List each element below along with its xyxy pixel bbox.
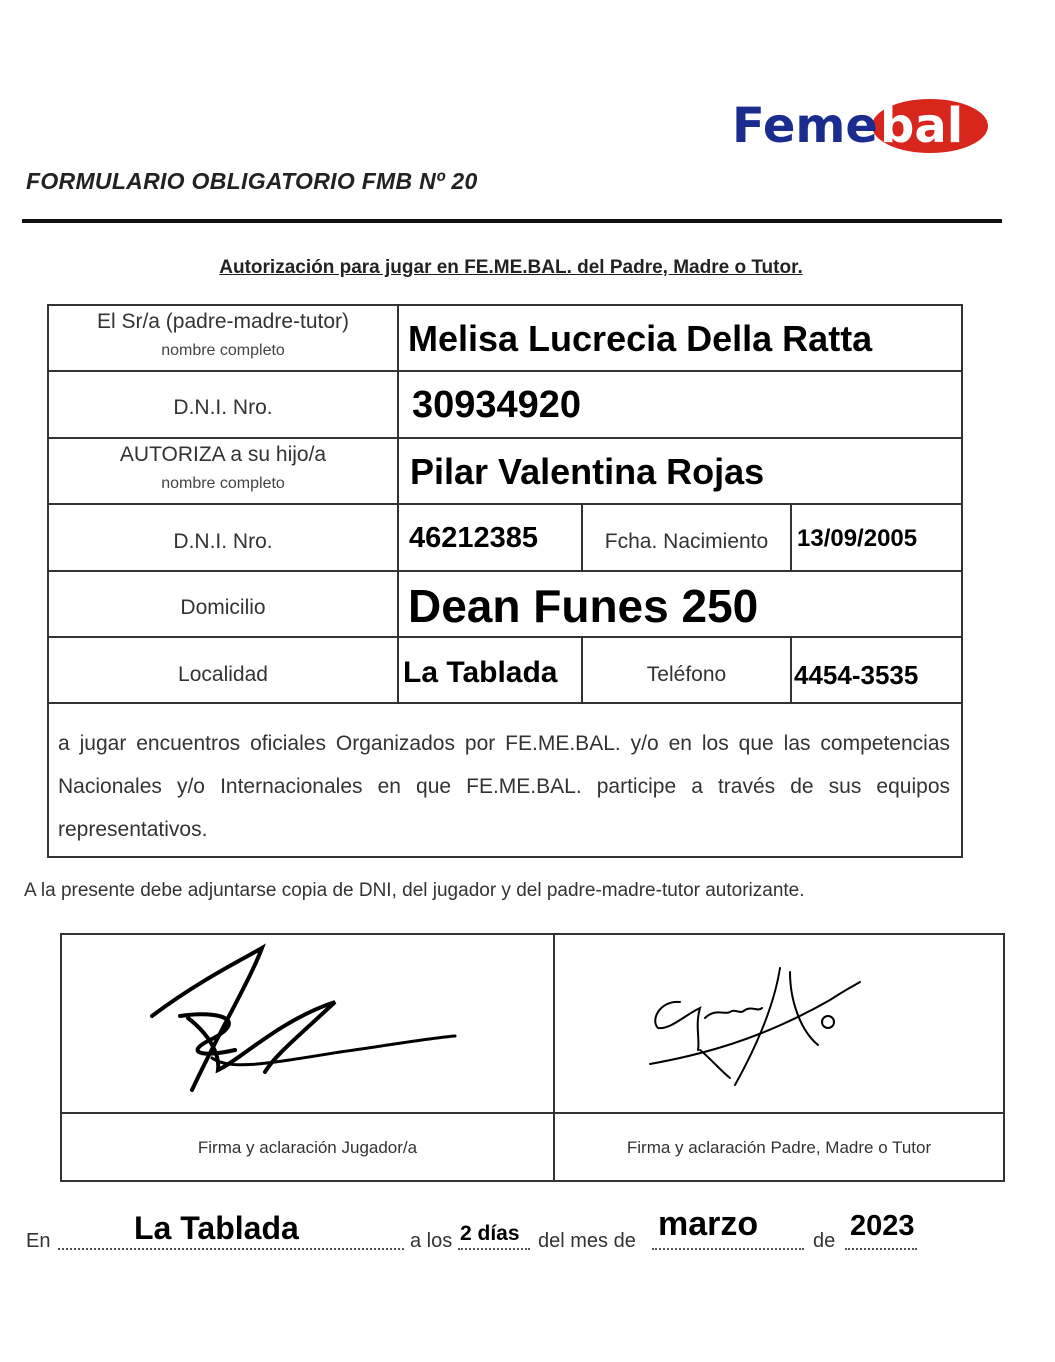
authorization-paragraph: a jugar encuentros oficiales Organizados por FE.ME.BAL. y/o en los que las competencias Nacionales y/o Internacionales en que FE.ME.BAL. participe a través de sus equipos representativos.	[58, 732, 950, 841]
tutor-name-value: Melisa Lucrecia Della Ratta	[408, 318, 873, 359]
footer-a-los-label: a los	[410, 1230, 453, 1252]
phone-label: Teléfono	[646, 663, 727, 686]
address-value: Dean Funes 250	[408, 580, 759, 632]
tutor-signature-caption: Firma y aclaración Padre, Madre o Tutor	[626, 1138, 932, 1157]
title-divider	[22, 219, 1002, 223]
player-signature	[140, 940, 470, 1100]
place-dotted-line	[58, 1248, 404, 1250]
logo-text-red: bal	[880, 98, 964, 154]
sig-divider	[60, 1112, 1005, 1114]
child-dni-label: D.N.I. Nro.	[173, 530, 273, 553]
form-title: FORMULARIO OBLIGATORIO FMB Nº 20	[26, 168, 478, 194]
table-border-bottom	[47, 856, 963, 858]
locality-value: La Tablada	[403, 656, 558, 689]
row-divider	[47, 570, 963, 572]
child-sublabel: nombre completo	[161, 475, 285, 492]
column-divider	[790, 636, 792, 704]
birth-date-label: Fcha. Nacimiento	[604, 530, 769, 553]
attachment-note: A la presente debe adjuntarse copia de DNI, del jugador y del padre-madre-tutor autorizante.	[24, 880, 805, 901]
sig-border-bottom	[60, 1180, 1005, 1182]
phone-value: 4454-3535	[794, 660, 919, 690]
table-border-right	[961, 304, 963, 858]
column-divider	[790, 503, 792, 572]
child-name-value: Pilar Valentina Rojas	[410, 451, 765, 492]
child-label	[49, 443, 397, 493]
tutor-dni-value: 30934920	[412, 384, 582, 426]
days-dotted-line	[458, 1248, 530, 1250]
logo-text-blue: Feme	[732, 98, 878, 154]
sig-border-right	[1003, 933, 1005, 1182]
table-border-top	[47, 304, 963, 306]
sig-border-top	[60, 933, 1005, 935]
year-dotted-line	[845, 1248, 917, 1250]
birth-date-value: 13/09/2005	[797, 525, 918, 552]
player-signature-caption: Firma y aclaración Jugador/a	[197, 1138, 418, 1157]
child-label-text: AUTORIZA a su hijo/a	[119, 443, 327, 466]
footer-del-mes-label: del mes de	[538, 1230, 636, 1252]
child-dni-value: 46212385	[409, 522, 539, 554]
footer-place-value: La Tablada	[134, 1210, 299, 1246]
tutor-signature	[640, 960, 870, 1090]
table-border-left	[47, 304, 49, 858]
logo-badge	[730, 92, 992, 158]
tutor-dni-label: D.N.I. Nro.	[173, 396, 273, 419]
tutor-label-text: El Sr/a (padre-madre-tutor)	[96, 310, 350, 333]
row-divider	[47, 437, 963, 439]
footer-days-value: 2 días	[460, 1222, 520, 1245]
femebal-logo	[730, 92, 992, 158]
footer-en-label: En	[26, 1230, 51, 1252]
row-divider	[47, 370, 963, 372]
month-dotted-line	[652, 1248, 804, 1250]
footer-year-value: 2023	[850, 1210, 915, 1242]
row-divider	[47, 503, 963, 505]
tutor-sublabel: nombre completo	[161, 342, 285, 359]
column-divider	[397, 304, 399, 704]
form-subtitle: Autorización para jugar en FE.ME.BAL. del Padre, Madre o Tutor.	[219, 257, 803, 278]
row-divider	[47, 702, 963, 704]
footer-month-value: marzo	[658, 1205, 759, 1243]
row-divider	[47, 636, 963, 638]
tutor-label	[49, 310, 397, 360]
footer-de-label: de	[813, 1230, 836, 1252]
locality-label: Localidad	[178, 663, 268, 686]
address-label: Domicilio	[180, 596, 266, 619]
